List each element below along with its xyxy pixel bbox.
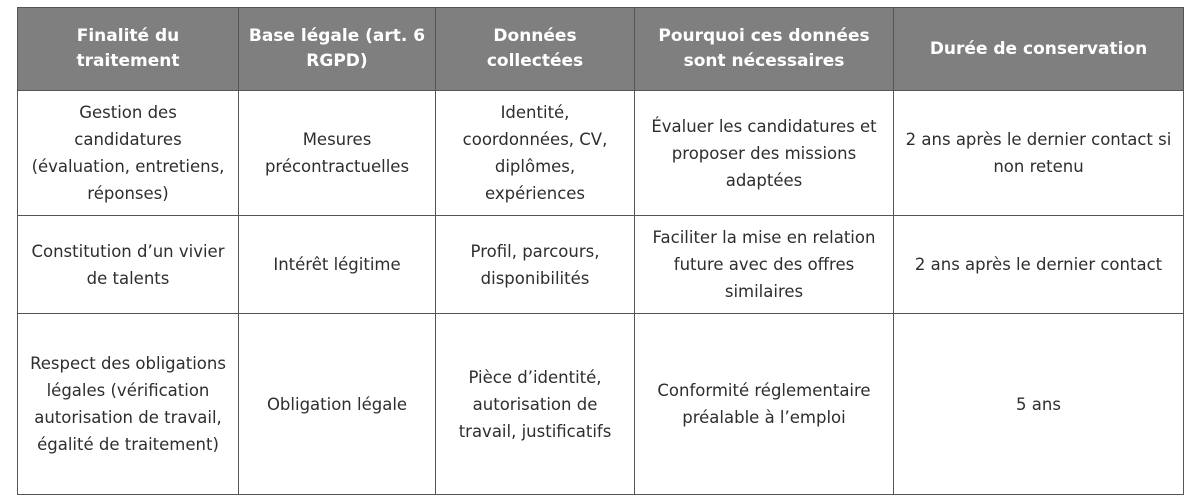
cell-necessity: Évaluer les candidatures et proposer des missions adaptées: [635, 91, 894, 216]
table-header: [18, 8, 1184, 91]
table-row: [18, 91, 1184, 216]
cell-legal-basis: Intérêt légitime: [239, 216, 436, 314]
cell-purpose: Constitution d’un vivier de talents: [18, 216, 239, 314]
cell-purpose: Gestion des candidatures (évaluation, entretiens, réponses): [18, 91, 239, 216]
gdpr-table-container: [17, 7, 1183, 495]
gdpr-processing-table: [17, 7, 1184, 495]
cell-retention: 2 ans après le dernier contact si non retenu: [894, 91, 1184, 216]
cell-data-collected: Profil, parcours, disponibilités: [436, 216, 635, 314]
table-row: [18, 216, 1184, 314]
header-purpose: Finalité du traitement: [18, 8, 239, 91]
cell-legal-basis: Mesures précontractuelles: [239, 91, 436, 216]
cell-legal-basis: Obligation légale: [239, 314, 436, 495]
cell-purpose: Respect des obligations légales (vérification autorisation de travail, égalité de traitement): [18, 314, 239, 495]
cell-retention: 2 ans après le dernier contact: [894, 216, 1184, 314]
header-row: [18, 8, 1184, 91]
cell-necessity: Faciliter la mise en relation future avec des offres similaires: [635, 216, 894, 314]
table-row: [18, 314, 1184, 495]
header-necessity: Pourquoi ces données sont nécessaires: [635, 8, 894, 91]
cell-necessity: Conformité réglementaire préalable à l’emploi: [635, 314, 894, 495]
table-body: [18, 91, 1184, 495]
cell-data-collected: Identité, coordonnées, CV, diplômes, expériences: [436, 91, 635, 216]
header-data-collected: Données collectées: [436, 8, 635, 91]
header-retention: Durée de conservation: [894, 8, 1184, 91]
cell-retention: 5 ans: [894, 314, 1184, 495]
cell-data-collected: Pièce d’identité, autorisation de travail, justificatifs: [436, 314, 635, 495]
header-legal-basis: Base légale (art. 6 RGPD): [239, 8, 436, 91]
